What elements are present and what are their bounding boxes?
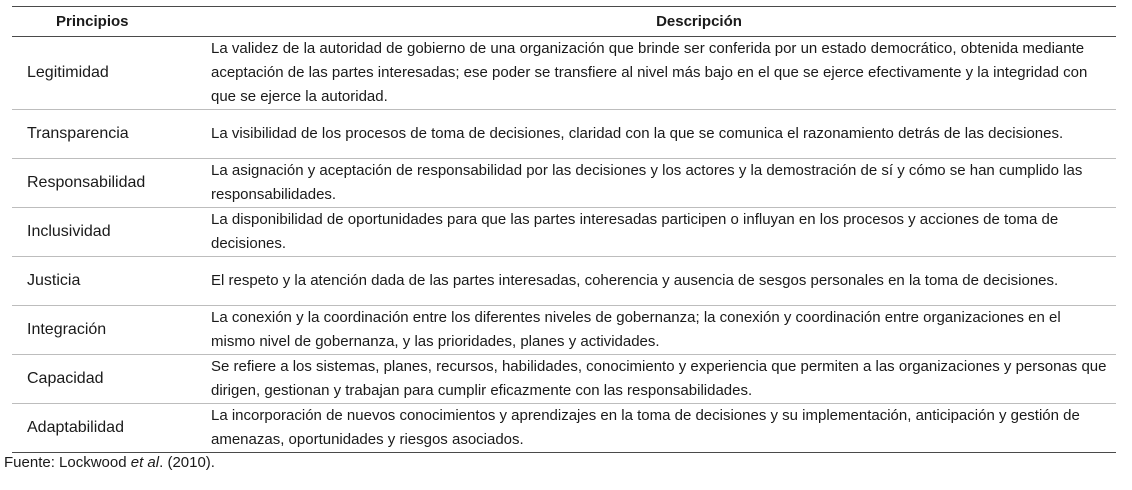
table-row (12, 159, 1116, 208)
table-row (12, 37, 1116, 110)
description-cell: La visibilidad de los procesos de toma de decisiones, claridad con la que se comunica el razonamiento detrás de las decisiones. (202, 110, 1116, 159)
description-cell: La conexión y la coordinación entre los diferentes niveles de gobernanza; la conexión y coordinación entre organizaciones en el mismo nivel de gobernanza, y las prioridades, planes y actividades. (202, 306, 1116, 355)
table-row (12, 208, 1116, 257)
table-row (12, 110, 1116, 159)
description-cell: La disponibilidad de oportunidades para que las partes interesadas participen o influyan en los procesos y acciones de toma de decisiones. (202, 208, 1116, 257)
header-principios: Principios (12, 7, 202, 37)
table-row (12, 306, 1116, 355)
header-descripcion: Descripción (202, 7, 1116, 37)
source-prefix: Fuente: Lockwood (4, 454, 131, 471)
principle-cell: Capacidad (12, 355, 202, 404)
source-citation (4, 453, 215, 473)
principles-table-container (12, 6, 1116, 453)
principle-cell: Integración (12, 306, 202, 355)
description-cell: Se refiere a los sistemas, planes, recursos, habilidades, conocimiento y experiencia que permiten a las organizaciones y personas que dirigen, gestionan y trabajan para cumplir eficazmente con las responsabilidades. (202, 355, 1116, 404)
principle-cell: Justicia (12, 257, 202, 306)
principle-cell: Adaptabilidad (12, 404, 202, 453)
principle-cell: Responsabilidad (12, 159, 202, 208)
table-row (12, 404, 1116, 453)
description-cell: La incorporación de nuevos conocimientos y aprendizajes en la toma de decisiones y su implementación, anticipación y gestión de amenazas, oportunidades y riesgos asociados. (202, 404, 1116, 453)
description-cell: La validez de la autoridad de gobierno de una organización que brinde ser conferida por un estado democrático, obtenida mediante aceptación de las partes interesadas; ese poder se transfiere al nivel más bajo en el que se ejerce efectivamente y la integridad con que se ejerce la autoridad. (202, 37, 1116, 110)
principle-cell: Transparencia (12, 110, 202, 159)
source-suffix: . (2010). (159, 454, 215, 471)
table-header-row (12, 7, 1116, 37)
description-cell: El respeto y la atención dada de las partes interesadas, coherencia y ausencia de sesgos personales en la toma de decisiones. (202, 257, 1116, 306)
principle-cell: Inclusividad (12, 208, 202, 257)
table-row (12, 355, 1116, 404)
description-cell: La asignación y aceptación de responsabilidad por las decisiones y los actores y la demostración de sí y cómo se han cumplido las responsabilidades. (202, 159, 1116, 208)
source-et-al: et al (130, 454, 160, 471)
table-row (12, 257, 1116, 306)
principles-table (12, 6, 1116, 453)
principle-cell: Legitimidad (12, 37, 202, 110)
